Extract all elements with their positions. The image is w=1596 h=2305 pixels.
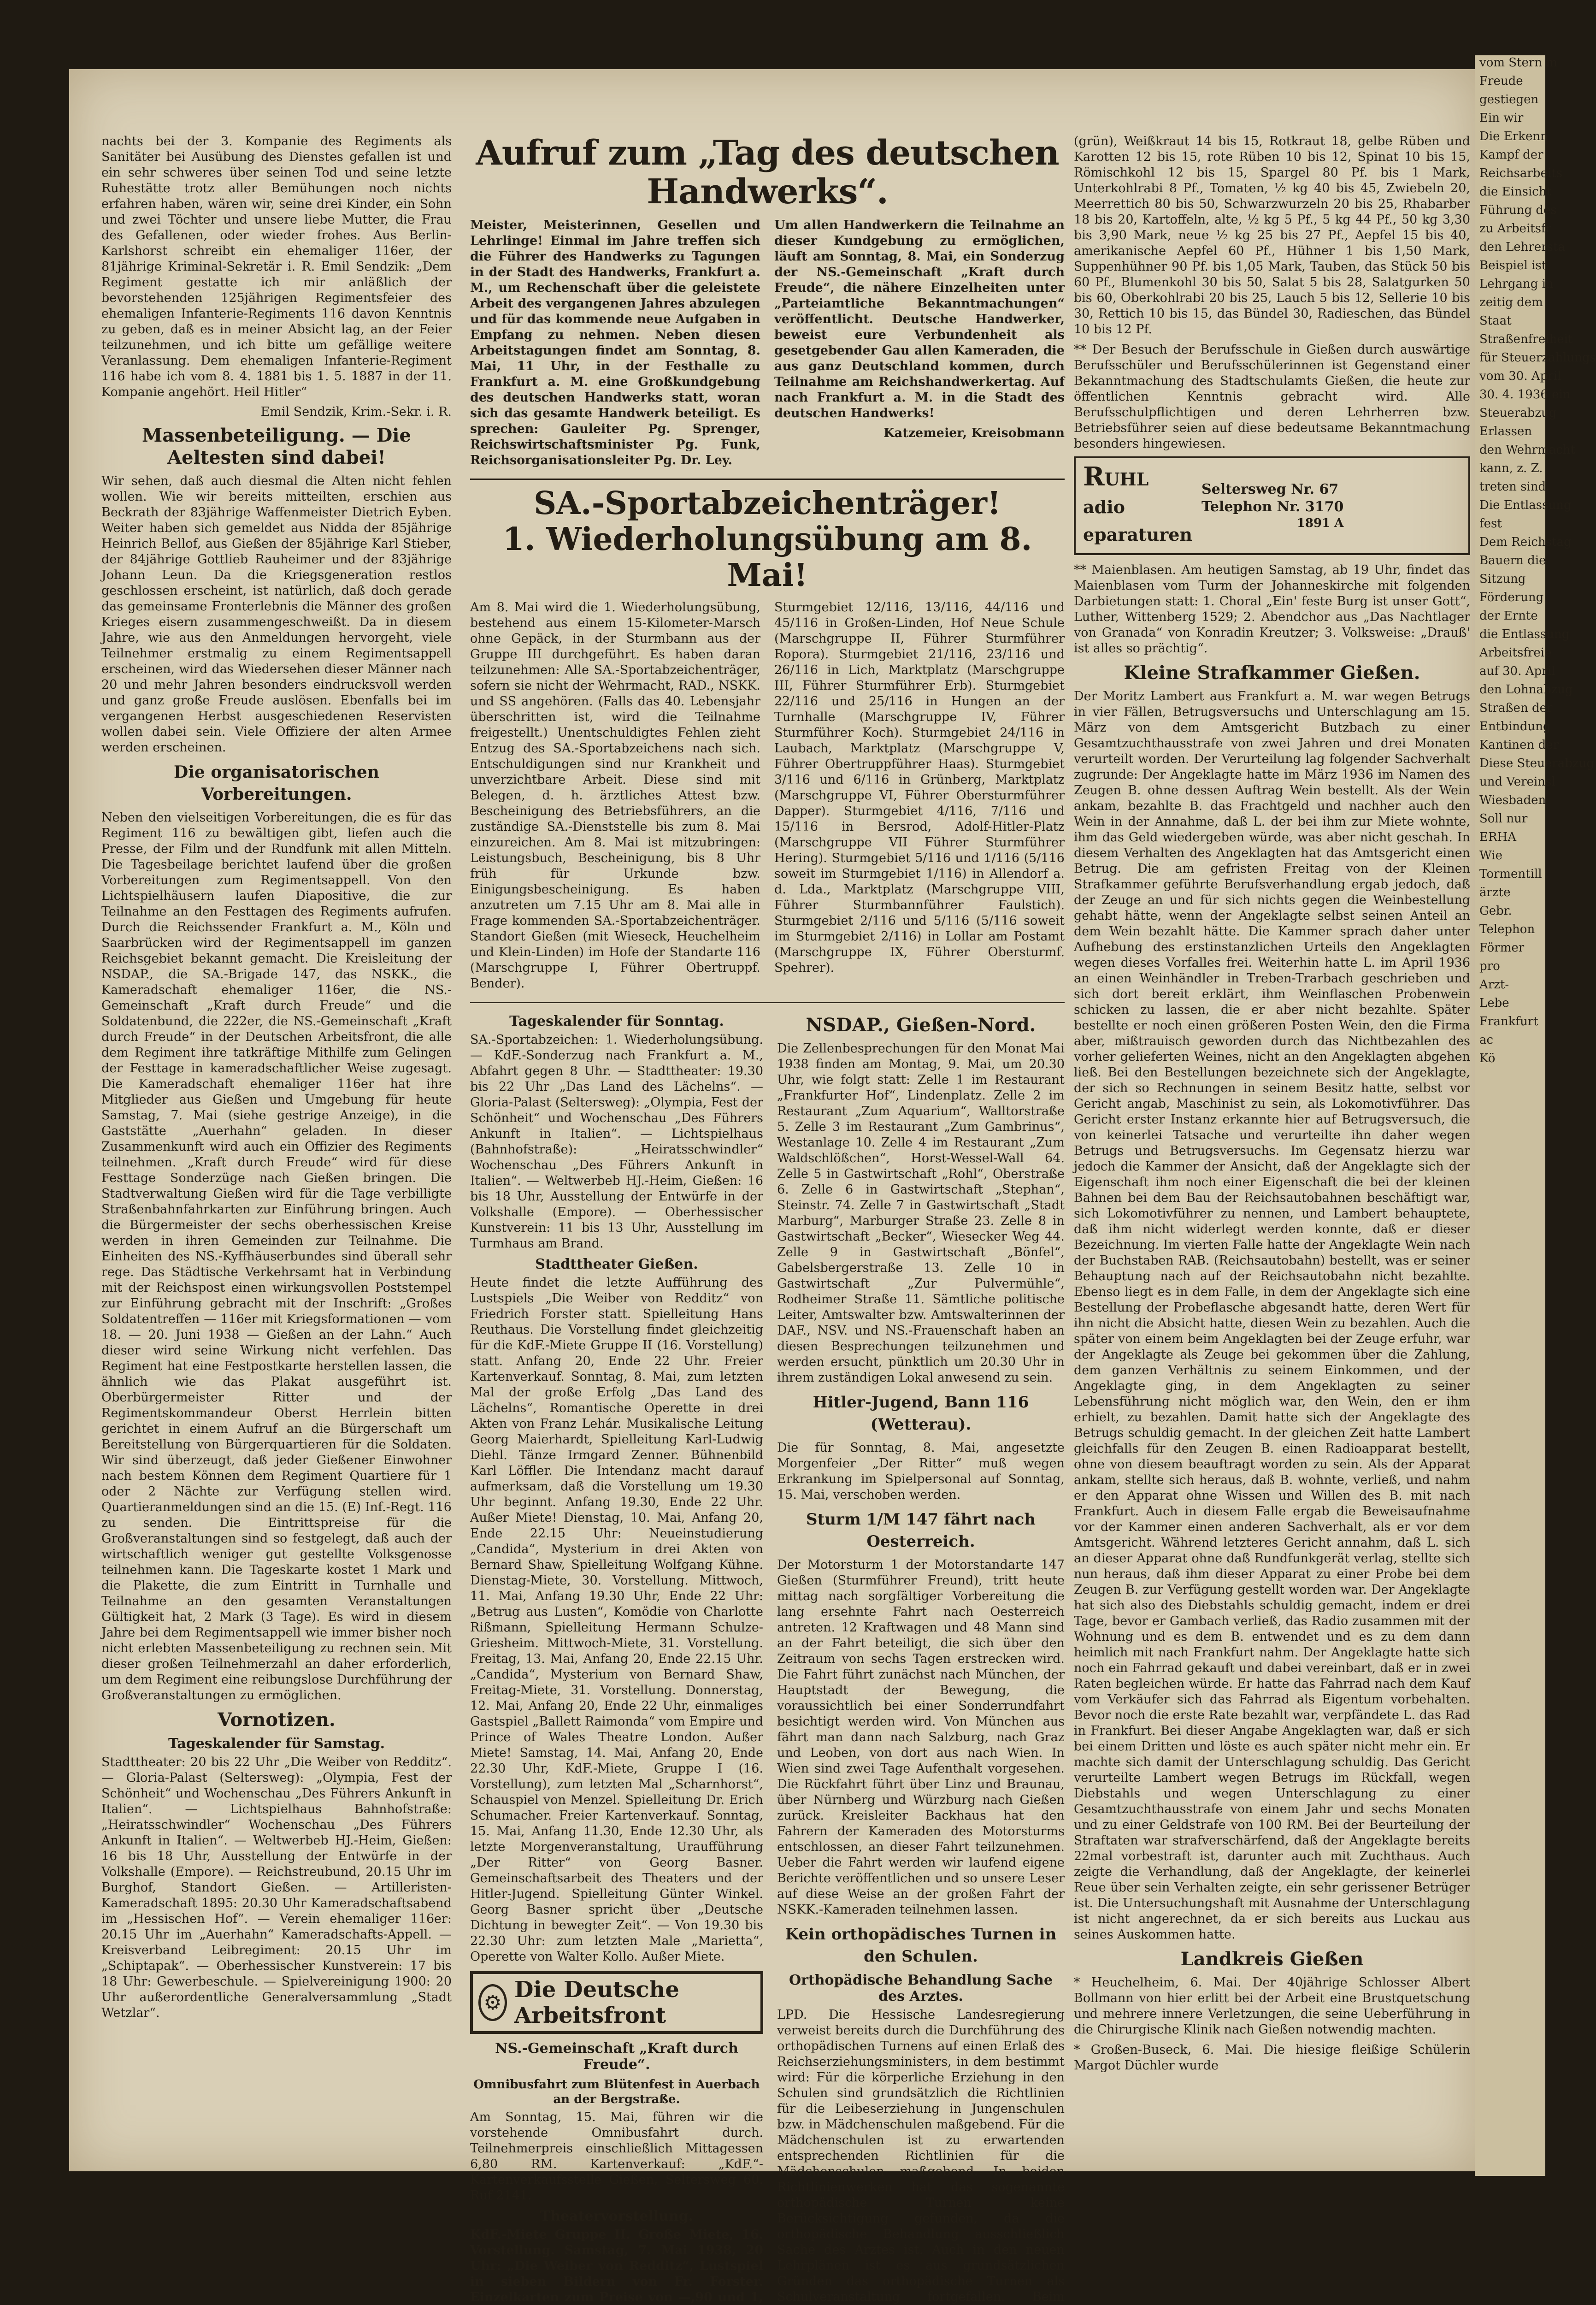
strip-line: Förmer <box>1479 941 1525 955</box>
swastika-gear-icon: ⚙ <box>478 1984 507 2021</box>
strip-line: vom 30. April <box>1479 369 1561 383</box>
strip-line: Wiesbaden <box>1479 793 1546 807</box>
column-left <box>101 134 452 2026</box>
strip-line: den Lohnabzug <box>1479 683 1573 697</box>
strip-line: Kampf der <box>1479 148 1543 162</box>
strip-line: der Ernte <box>1479 609 1538 623</box>
strip-line: Straßenfreiheit <box>1479 332 1573 346</box>
strip-line: Straßen der <box>1479 701 1553 715</box>
maienblasen-article: ** Maienblasen. Am heutigen Samstag, ab 19 Uhr, findet das Maienblasen vom Turm der Johanneskirche mit folgenden Darbietungen statt: 1. Choral „Ein' feste Burg ist unser Gott“, Luther, Wittenberg 1529; 2. Abendchor aus „Das Nachtlager von Granada“ von Konradin Kreutzer; 3. Volksweise: „Drauß' ist alles so prächtig“. <box>1074 563 1470 656</box>
ad-address: Seltersweg Nr. 67 <box>1201 481 1339 497</box>
strip-line: die Entlassung <box>1479 627 1570 641</box>
strip-line: zu Arbeitsfr <box>1479 222 1552 236</box>
strip-line: Gebr. <box>1479 904 1512 918</box>
strip-line: Kö <box>1479 1052 1496 1065</box>
ad-code: 1891 A <box>1296 516 1344 530</box>
lower-section <box>470 1009 1065 2305</box>
strip-line: Die Erkenn <box>1479 130 1548 143</box>
marktpreise-continued: (grün), Weißkraut 14 bis 15, Rotkraut 18, gelbe Rüben und Karotten 12 bis 15, rote Rüben 10 bis 12, Spinat 10 bis 15, Römischkohl 12 bis 15, Spargel 80 Pf. bis 1 Mark, Unterkohlrabi 8 Pf., Tomaten, ½ kg 40 bis 45, Zwiebeln 20, Meerrettich 80 bis 50, Schwarzwurzeln 20 bis 25, Rhabarber 18 bis 20, Kartoffeln, alte, ½ kg 5 Pf., 5 kg 44 Pf., 50 kg 3,30 bis 3,90 Mark, neue ½ kg 25 bis 27 Pf., Aepfel 15 bis 40, amerikanische Aepfel 60 Pf., Hühner 1 bis 1,50 Mark, Suppenhühner 90 Pf. bis 1,05 Mark, Tauben, das Stück 50 bis 60 Pf., Blumenkohl 30 bis 50, Salat 5 bis 28, Salatgurken 50 bis 60, Oberkohlrabi 20 bis 25, Lauch 5 bis 12, Sellerie 10 bis 30, Rettich 10 bis 15, das Bündel 30, Radieschen, das Bündel 10 bis 12 Pf. <box>1074 134 1470 337</box>
strip-line: Frankfurt <box>1479 1015 1538 1028</box>
headline-vorbereitungen: Die organisatorischen Vorbereitungen. <box>174 762 379 804</box>
strip-line: ERHA <box>1479 830 1517 844</box>
ad-line2: adio <box>1083 496 1125 517</box>
strip-line: ac <box>1479 1033 1494 1047</box>
subhead-kdf: NS.-Gemeinschaft „Kraft durch Freude“. <box>495 2040 738 2073</box>
ad-contact <box>1201 481 1343 531</box>
sa-right: Sturmgebiet 12/116, 13/116, 44/116 und 45/116 in Großen-Linden, Hof Neue Schule (Marschgruppe II, Führer Sturmführer Ropora). Sturmgebiet 21/116, 23/116 und 26/116 in Lich, Marktplatz (Marschgruppe III, Führer Sturmführer Erb). Sturmgebiet 22/116 und 25/116 in Hungen an der Turnhalle (Marschgruppe IV, Führer Sturmführer Koch). Sturmgebiet 24/116 in Laubach, Marktplatz (Marschgruppe V, Führer Obertruppführer Haas). Sturmgebiet 3/116 und 6/116 in Grünberg, Marktplatz (Marschgruppe VI, Führer Obersturmführer Dapper). Sturmgebiet 4/116, 7/116 und 15/116 in Bersrod, Adolf-Hitler-Platz (Marschgruppe VII Führer Sturmführer Hering). Sturmgebiet 5/116 und 1/116 (5/116 soweit im Sturmgebiet 1/116) in Allendorf a. d. Lda., Marktplatz (Marschgruppe VIII, Führer Sturmbannführer Faulstich). Sturmgebiet 2/116 und 5/116 (5/116 soweit im Sturmgebiet 2/116) in Lollar am Postamt (Marschgruppe IX, Führer Obersturmf. Spehrer). <box>774 600 1065 975</box>
strip-line: Soll nur <box>1479 812 1528 826</box>
headline-strafkammer: Kleine Strafkammer Gießen. <box>1124 662 1420 684</box>
sturm-article: Der Motorsturm 1 der Motorstandarte 147 Gießen (Sturmführer Freund), tritt heute mittag nach sorgfältiger Vorbereitung die lang ersehnte Fahrt nach Oesterreich antreten. 12 Kraftwagen und 48 Mann sind an der Fahrt beteiligt, die sich über den Zeitraum von sechs Tagen erstrecken wird. Die Fahrt führt zunächst nach München, der Hauptstadt der Bewegung, die voraussichtlich bei einer Sonderrundfahrt besichtigt werden wird. Von München aus fährt man dann nach Salzburg, nach Graz und Leoben, von dort aus nach Wien. In Wien sind zwei Tage Aufenthalt vorgesehen. Die Rückfahrt führt über Linz und Braunau, über Nürnberg und Würzburg nach Gießen zurück. Kreisleiter Backhaus hat den Fahrern der Kameraden des Motorsturms entschlossen, an dieser Fahrt teilzunehmen. Ueber die Fahrt werden wir laufend eigene Berichte veröffentlichen und so unsere Leser auf diese Weise an der großen Fahrt der NSKK.-Kameraden teilnehmen lassen. <box>777 1558 1065 1917</box>
divider <box>470 479 1065 480</box>
strip-line: und Vereinsl <box>1479 775 1555 789</box>
column-center <box>470 134 1065 2305</box>
strip-line: Beispiel ist <box>1479 259 1547 272</box>
subhead-theatervorstellung: Theatervorstellung. <box>540 2208 694 2224</box>
article-tageskalender-samstag: Stadttheater: 20 bis 22 Uhr „Die Weiber von Redditz“. — Gloria-Palast (Seltersweg): „Olympia, Fest der Schönheit“ und Wochenschau „Des Führers Ankunft in Italien“. — Lichtspielhaus Bahnhofstraße: „Heiratsschwindler“ Wochenschau „Des Führers Ankunft in Italien“. — Weltwerbeb HJ.-Heim, Gießen: 16 bis 18 Uhr, Ausstellung der Entwürfe in der Volkshalle (Empore). — Reichstreubund, 20.15 Uhr im Burghof, Standort Gießen. — Artilleristen-Kameradschaft 1895: 20.30 Uhr Kameradschaftsabend im „Hessischen Hof“. — Verein ehemaliger 116er: 20.15 Uhr im „Auerhahn“ Kameradschafts-Appell. — Kreisverband Leibregiment: 20.15 Uhr im „Schiptapak“. — Oberhessischer Kunstverein: 17 bis 18 Uhr: Gewerbeschule. — Spielvereinigung 1900: 20 Uhr außerordentliche Generalversammlung „Stadt Wetzlar“. <box>101 1755 452 2020</box>
strip-line: auf 30. April <box>1479 664 1555 678</box>
handwerk-signature: Katzemeier, Kreisobmann <box>883 426 1065 440</box>
headline-hitler-jugend: Hitler-Jugend, Bann 116 (Wetterau). <box>813 1393 1029 1434</box>
subhead-orthopaedisch: Orthopädische Behandlung Sache des Arztes. <box>789 1972 1053 2004</box>
strip-line: Tormentill <box>1479 867 1542 881</box>
strip-line: Steuerabzug <box>1479 406 1557 420</box>
adjacent-page-strip <box>1475 55 1596 2176</box>
strip-line: zeitig dem <box>1479 296 1543 309</box>
buseck-article: * Großen-Buseck, 6. Mai. Die hiesige fleißige Schülerin Margot Düchler wurde <box>1074 2043 1470 2073</box>
subhead-stadttheater: Stadttheater Gießen. <box>535 1256 698 1272</box>
heuchelheim-article: * Heuchelheim, 6. Mai. Der 40jährige Schlosser Albert Bollmann von hier erlitt bei der Arbeit eine Brustquetschung und mehrere innere Verletzungen, die seine Ueberführung in die Chirurgische Klinik nach Gießen notwendig machten. <box>1074 1975 1470 2037</box>
headline-landkreis: Landkreis Gießen <box>1180 1948 1364 1970</box>
strafkammer-article: Der Moritz Lambert aus Frankfurt a. M. war wegen Betrugs in vier Fällen, Betrugsversuchs und Unterschlagung am 15. März von dem Amtsgericht Butzbach zu einer Gesamtzuchthausstrafe von zwei Jahren und drei Monaten verurteilt worden. Der Verurteilung lag folgender Sachverhalt zugrunde: Der Angeklagte hatte im März 1936 im Namen des Zeugen B. ohne dessen Auftrag Wein bestellt. Als der Wein ankam, bezahlte B. das Frachtgeld und nachher auch den Wein in der Annahme, daß L. der bei ihm zur Miete wohnte, ihm das Geld wiedergeben würde, was aber nicht geschah. In diesem Verhalten des Angeklagten hat das Amtsgericht einen Betrug. Die am gefristen Freitag von der Kleinen Strafkammer geführte Berufsverhandlung ergab jedoch, daß der Zeuge an und für sich nichts gegen die Weinbestellung gehabt hätte, wenn der Angeklagte selbst seinen Anteil an dem Wein bezahlt hätte. Die Kammer sprach daher unter Aufhebung des erstinstanzlichen Urteils den Angeklagten wegen dieses Vorfalles frei. Weiterhin hatte L. im April 1936 an einen Weinhändler in Treben-Trarbach geschrieben und sich dort bereit erklärt, ihm Weinflaschen Probenwein schicken zu lassen, die er aber nicht bezahlte. Später bestellte er noch einen größeren Posten Wein, den die Firma aber, mißtrauisch geworden durch das Nichtbezahlen des vorher gelieferten Weines, nicht an den Angeklagten abgehen ließ. Bei den Bestellungen bezeichnete sich der Angeklagte, der sich so Rechnungen in seinem Besitz hatte, selbst vor Gericht angab, Maschinist zu sein, als Lokomotivführer. Das Gericht erster Instanz erkannte hier auf Betrugsversuch, die von keinerlei Tatsache und verurteilte ihn daher wegen Betrugs und Betrugsversuchs. Im Gegensatz hierzu war jedoch die Kammer der Ansicht, daß der Angeklagte sich der Eigenschaft ihm noch einer Eigenschaft die bei der kleinen Bahnen bei dem Bau der Reichsautobahnen beschäftigt war, sich Lokomotivführer zu nennen, und Lambert behauptete, daß ihm nicht widerlegt werden konnte, daß er dieser Bezeichnung. Im vierten Falle hatte der Angeklagte Wein nach der Buchstaben RAB. (Reichsautobahn) bestellt, was er seiner Behauptung nach auf der Reichsautobahn nicht bezahlte. Ebenso liegt es in dem Falle, in dem der Angeklagte sich eine Bestellung der Probeflasche abgesandt hatte, deren Wert für ihn nicht die Absicht hatte, diesen Wein zu bezahlen. Auch die später von einem beim Angeklagten bei der Zeuge erfuhr, war der Angeklagte als Zeuge bei gekommen über die Zahlung, dem ganzen Verhältnis zu seinem Einkommen, und der Angeklagte ging, in dem Angeklagten zu seiner Lebensführung nicht möglich war, den Wein, den er ihm erhielt, zu bezahlen. Damit hatte sich der Angeklagte des Betrugs schuldig gemacht. In der gleichen Zeit hatte Lambert gleichfalls für den Zeugen B. einen Radioapparat bestellt, ohne von diesem beauftragt worden zu sein. Als der Apparat ankam, stellte sich heraus, daß B. wohnte, verließ, und nahm er den Apparat ohne Wissen und Willen des B. mit nach Frankfurt. Auch in diesem Falle ergab die Beweisaufnahme vor der Kammer einen anderen Sachverhalt, als er vor dem Amtsgericht. Während letzteres Gericht annahm, daß L. sich an dieser Apparat ohne daß Rundfunkgerät verlag, stellte sich nun heraus, daß ihm dieser Apparat zu einer Probe bei dem Zeugen B. zur Verfügung gestellt worden war. Der Angeklagte hat sich also des Diebstahls schuldig gemacht, indem er drei Tage, bevor er Gambach verließ, das Radio zusammen mit der Wohnung und es dem B. entwendet und es zu dem dann heimlich mit nach Frankfurt nahm. Der Angeklagte hatte sich noch ein Fahrrad gekauft und dabei vereinbart, daß er in zwei Raten begleichen würde. Er hatte das Fahrrad nach dem Kauf vom Verkäufer sich das Fahrrad als Eigentum vorbehalten. Bevor noch die erste Rate bezahlt war, verpfändete L. das Rad in Frankfurt. Bei dieser Angabe Angeklagten war, daß er sich bei einem Dritten und löste es auch später nicht mehr ein. Er machte sich damit der Unterschlagung schuldig. Das Gericht verurteilte Lambert wegen Betrugs im Rückfall, wegen Diebstahls und wegen Unterschlagung zu einer Gesamtzuchthausstrafe von einem Jahr und sechs Monaten und zu einer Geldstrafe von 100 RM. Bei der Beurteilung der Straftaten war strafverschärfend, daß der Angeklagte bereits 22mal vorbestraft ist, darunter auch mit Zuchthaus. Auch zeigte die Verhandlung, daß der Angeklagte, der keinerlei Reue über sein Verhalten zeigte, ein sehr gerissener Betrüger ist. Die Untersuchungshaft mit Ausnahme der Unterschlagung ist nicht angerechnet, da er sich bereits aus Luckau aus seines Auskommen hatte. <box>1074 689 1470 1942</box>
hj-article: Die für Sonntag, 8. Mai, angesetzte Morgenfeier „Der Ritter“ muß wegen Erkrankung im Spielpersonal auf Sonntag, 15. Mai, verschoben werden. <box>777 1441 1065 1502</box>
strip-line: vom Stern m <box>1479 56 1557 70</box>
headline-nsdap: NSDAP., Gießen-Nord. <box>806 1014 1036 1036</box>
radio-repair-ad <box>1074 456 1470 555</box>
divider <box>470 1002 1065 1003</box>
tageskalender-sonntag: SA.-Sportabzeichen: 1. Wiederholungsübung. — KdF.-Sonderzug nach Frankfurt a. M., Abfahrt gegen 8 Uhr. — Stadttheater: 19.30 bis 22 Uhr „Das Land des Lächelns“. — Gloria-Palast (Seltersweg): „Olympia, Fest der Schönheit“ und Wochenschau „Des Führers Ankunft in Italien“. — Lichtspielhaus (Bahnhofstraße): „Heiratsschwindler“ Wochenschau „Des Führers Ankunft in Italien“. — Weltwerbeb HJ.-Heim, Gießen: 16 bis 18 Uhr, Ausstellung der Entwürfe in der Volkshalle (Empore). — Oberhessischer Kunstverein: 11 bis 13 Uhr, Ausstellung im Turmhaus am Brand. <box>470 1033 763 1251</box>
strip-line: für Steuerzahlungs <box>1479 351 1596 365</box>
strip-line: Lebe <box>1479 996 1509 1010</box>
strip-line: Wie <box>1479 849 1502 863</box>
orthopaedisch-article: LPD. Die Hessische Landesregierung verweist bereits durch die Durchführung des orthopädischen Turnens auf einen Erlaß des Reichserziehungsministers, in dem bestimmt wird: Für die körperliche Erziehung in den Schulen sind grundsätzlich die Richtlinien für die Leibeserziehung in Jungenschulen bzw. in Mädchenschulen maßgebend. Für die Mädchenschulen ist zu erwartenden entsprechenden Richtlinien für die Mädchenschulen maßgebend. In beiden Richtlinienwerken hat das sogenannte orthopädische Turnen keine Berücksichtigung gefunden, da die orthopädische Behandlung ausschließlich Sache des Arztes ist. Auch in den neuen Lehrplänen ist es aus grundsätzlichen Gründen das orthopädische Turnen als Schulveranstaltung fortgefallen. Beim <box>777 2008 1065 2304</box>
subhead-tageskalender-sonntag: Tageskalender für Sonntag. <box>509 1013 724 1029</box>
subhead-tageskalender-samstag: Tageskalender für Samstag. <box>168 1736 385 1752</box>
strip-line: den Wehrmacht <box>1479 443 1576 457</box>
strip-line: Erlassen <box>1479 425 1532 438</box>
strip-line: 30. 4. 1936 ein <box>1479 388 1571 402</box>
intro-article: nachts bei der 3. Kompanie des Regiments als Sanitäter bei Ausübung des Dienstes gefallen ist und ein sehr schweres über seinen Tod und seine letzte Ruhestätte trotz aller Bemühungen noch nichts erfahren haben, wären wir, seine drei Kinder, ein Sohn und zwei Töchter und unsere liebe Mutter, die Frau des Gefallenen, oder wieder frohes. Aus Berlin-Karlshorst schreibt ein ehemaliger 116er, der 81jährige Kriminal-Sekretär i. R. Emil Sendzik: „Dem Regiment gestatte ich mir anläßlich der bevorstehenden 125jährigen Regimentsfeier des ehemaligen Infanterie-Regiments 116 davon Kenntnis zu geben, daß es in meiner Absicht lag, an der Feier teilzunehmen, und ich bitte um gefällige weitere Veranlassung. Dem ehemaligen Infanterie-Regiment 116 habe ich vom 8. 4. 1881 bis 1. 5. 1887 in der 11. Kompanie angehört. Heil Hitler“ <box>101 134 452 399</box>
strip-line: treten sind. <box>1479 480 1550 494</box>
strip-line: fest <box>1479 517 1502 531</box>
headline-massenbeteiligung: Massenbeteiligung. — Die Aeltesten sind dabei! <box>142 425 411 468</box>
headline-vornotizen: Vornotizen. <box>218 1709 336 1731</box>
strip-line: Reichsarbeits <box>1479 166 1562 180</box>
kdf-article: Am Sonntag, 15. Mai, führen wir die vorstehende Omnibusfahrt durch. Teilnehmerpreis einschließlich Mittagessen 6,80 RM. Kartenverkauf: „KdF.“-Kartenverkaufsstelle Gießen, Seltersweg 60. Ruf 2141. <box>470 2110 763 2203</box>
strip-line: Ein wir <box>1479 111 1524 125</box>
strip-line: Lehrgang in <box>1479 277 1554 291</box>
ad-line1: UHL <box>1104 469 1149 490</box>
sa-left: Am 8. Mai wird die 1. Wiederholungsübung, bestehend aus einem 15-Kilometer-Marsch ohne Gepäck, in der Sturmbann aus der Gruppe III durchgeführt. Es haben daran teilzunehmen: Alle SA.-Sportabzeichenträger, sofern sie nicht der Wehrmacht, RAD., NSKK. und SS angehören. (Falls das 40. Lebensjahr überschritten ist, wird die Teilnahme freigestellt.) Unentschuldigtes Fehlen zieht Entzug des SA.-Sportabzeichens nach sich. Entschuldigungen sind nur Krankheit und unverzichtbare Arbeit. Diese sind mit Belegen, d. h. ärztliches Attest bzw. Bescheinigung des Betriebsführers, an die zuständige SA.-Dienststelle bis zum 8. Mai einzureichen. Am 8. Mai ist mitzubringen: Leistungsbuch, Bescheinigung, bis 8 Uhr früh für Urkunde bzw. Einigungsbescheinigung. Es haben anzutreten um 7.15 Uhr am 8. Mai alle in Frage kommenden SA.-Sportabzeichenträger. Standort Gießen (mit Wieseck, Heuchelheim und Klein-Linden) im Hofe der Standarte 116 (Marschgruppe I, Führer Obertruppf. Bender). <box>470 600 760 991</box>
strip-line: Dem Reichstag <box>1479 535 1572 549</box>
subhead-omnibus: Omnibusfahrt zum Blütenfest in Auerbach an der Bergstraße. <box>473 2078 760 2106</box>
newspaper-page <box>69 69 1475 2305</box>
strip-line: ärzte <box>1479 886 1511 899</box>
article-vorbereitungen: Neben den vielseitigen Vorbereitungen, die es für das Regiment 116 zu bewältigen gibt, liefen auch die Presse, der Film und der Rundfunk mit allen Mitteln. Die Tagesbeilage berichtet laufend über die großen Vorbereitungen zum Regimentsappell. Von den Lichtspielhäusern laufen Diapositive, die zur Teilnahme an den Festtagen des Regiments aufrufen. Durch die Reichssender Frankfurt a. M., Köln und Saarbrücken wird der Regimentsappell im ganzen Reichsgebiet bekannt gemacht. Die Kreisleitung der NSDAP., die SA.-Brigade 147, das NSKK., die Kameradschaft ehemaliger 116er, die NS.-Gemeinschaft „Kraft durch Freude“ und die Soldatenbund, die 222er, die NS.-Gemeinschaft „Kraft durch Freude“ in der Deutschen Arbeitsfront, die alle dem Regiment ihre tatkräftige Mithilfe zum Gelingen der Festtage in kameradschaftlicher Weise zugesagt. Die Kameradschaft ehemaliger 116er hat ihre Mitglieder aus Gießen und Umgebung für heute Samstag, 7. Mai (siehe gestrige Anzeige), in die Gaststätte „Auerhahn“ geladen. In dieser Zusammenkunft wird auch ein Offizier des Regiments teilnehmen. „Kraft durch Freude“ wird für diese Festtage Sonderzüge nach Gießen bringen. Die Stadtverwaltung Gießen wird für die Tage verbilligte Straßenbahnfahrkarten zur Einführung bringen. Auch die Bürgermeister der sechs oberhessischen Kreise werden in ihren Gemeinden zur Teilnahme. Die Einheiten des NS.-Kyffhäuserbundes sind überall sehr rege. Das Städtische Verkehrsamt hat in Verbindung mit der Reichspost einen wirkungsvollen Poststempel zur Einführung gebracht mit der Inschrift: „Großes Soldatentreffen — 116er mit Kriegsformationen — vom 18. — 20. Juni 1938 — Gießen an der Lahn.“ Auch dieser wird seine Wirkung nicht verfehlen. Das Regiment hat eine Festpostkarte herstellen lassen, die ähnlich wie das Plakat ausgeführt ist. Oberbürgermeister Ritter und der Regimentskommandeur Oberst Herrlein bitten gerichtet in einem Aufruf an die Bürgerschaft um Bereitstellung von Bürgerquartieren für die Soldaten. Wir sind überzeugt, daß jeder Gießener Einwohner nach bestem Können dem Regiment Quartiere für 1 oder 2 Nächte zur Verfügung stellen wird. Quartieranmeldungen sind an die 15. (E) Inf.-Regt. 116 zu senden. Die Eintrittspreise für die Großveranstaltungen sind so festgelegt, daß auch der wirtschaftlich weniger gut gestellte Volksgenosse teilnehmen kann. Die Tageskarte kostet 1 Mark und die Plakette, die zum Eintritt in Turnhalle und Teilnahme an den gesamten Veranstaltungen Gültigkeit hat, 2 Mark (3 Tage). Es wird in diesem Jahre bei dem Regimentsappell wie immer bisher noch nicht erlebten Massenbeteiligung zu rechnen sein. Mit dieser großen Teilnehmerzahl an daher erforderlich, um dem Regiment eine reibungslose Durchführung der Großveranstaltungen zu ermöglichen. <box>101 810 452 1702</box>
ad-line3: eparaturen <box>1083 524 1193 545</box>
strip-line: Die Entlassung <box>1479 498 1572 512</box>
strip-line: Förderung <box>1479 591 1544 604</box>
strip-line: Bauern die <box>1479 554 1546 567</box>
nsdap-article: Die Zellenbesprechungen für den Monat Mai 1938 finden am Montag, 9. Mai, um 20.30 Uhr, wie folgt statt: Zelle 1 im Restaurant „Frankfurter Hof“, Lindenplatz. Zelle 2 im Restaurant „Zum Aquarium“, Walltorstraße 5. Zelle 3 im Restaurant „Zum Gambrinus“, Westanlage 10. Zelle 4 im Restaurant „Zum Waldschlößchen“, Horst-Wessel-Wall 64. Zelle 5 in Gastwirtschaft „Rohl“, Oberstraße 6. Zelle 6 in Gastwirtschaft „Stephan“, Steinstr. 74. Zelle 7 in Gastwirtschaft „Stadt Marburg“, Marburger Straße 23. Zelle 8 in Gastwirtschaft „Becker“, Wiesecker Weg 44. Zelle 9 in Gastwirtschaft „Bönfel“, Gabelsbergerstraße 13. Zelle 10 in Gastwirtschaft „Zur Pulvermühle“, Rodheimer Straße 11. Sämtliche politische Leiter, Amtswalter bzw. Amtswalterinnen der DAF., NSV. und NS.-Frauenschaft haben an diesen Besprechungen teilzunehmen und werden ersucht, pünktlich um 20.30 Uhr in ihrem zuständigen Lokal anwesend zu sein. <box>777 1041 1065 1385</box>
handwerk-appeal <box>470 218 1065 473</box>
strip-line: Sitzung <box>1479 572 1526 586</box>
headline-sturm: Sturm 1/M 147 fährt nach Oesterreich. <box>806 1510 1036 1551</box>
strip-line: Telephon <box>1479 922 1535 936</box>
strip-line: Arbeitsfreie <box>1479 646 1552 660</box>
strip-line: Kantinen der <box>1479 738 1559 752</box>
strip-line: Führung des <box>1479 203 1557 217</box>
strip-line: kann, z. Z. <box>1479 461 1543 475</box>
headline-handwerk: Aufruf zum „Tag des deutschen Handwerks“. <box>476 133 1059 212</box>
headline-orthopaedisch: Kein orthopädisches Turnen in den Schulen. <box>785 1925 1057 1966</box>
strip-line: den Lehrersta <box>1479 240 1565 254</box>
strip-line: Arzt- <box>1479 978 1509 992</box>
strip-line: Freude <box>1479 74 1523 88</box>
column-right <box>1074 134 1470 2078</box>
theatervorstellung-article: KdF.-Miete Gruppe II. Große Miete, 16. Vorstellung. Samstag, 7. Mai 1938, 20 Uhr: „Die Weiber von Redditz“, Lustspiel in sieben Bildern von Fr. Forster. Einzelkarten zum Preise von —,90 und 1, <box>470 2228 763 2305</box>
strip-line: Staat <box>1479 314 1512 328</box>
strip-line: pro <box>1479 959 1500 973</box>
article-aelteste: Wir sehen, daß auch diesmal die Alten nicht fehlen wollen. Wie wir bereits mitteilten, erschien aus Beckrath der 83jährige Waffenmeister Dietrich Eyben. Weiter haben sich gemeldet aus Nidda der 85jährige Heinrich Bellof, aus Gießen der 85jährige Karl Stieber, der 84jährige Gottlieb Rauheimer und der 83jährige Johann Leun. Da die Kriegsgeneration restlos geschlossen erscheint, ist natürlich, daß doch gerade das gemeinsame Fronterlebnis die Männer des großen Krieges eisern zusammengeschweißt. Da in diesem Jahre, wie aus den Anmeldungen hervorgeht, viele Teilnehmer erstmalig zu einem Regimentsappell erscheinen, wird das Wiedersehen dieser Männer nach 20 und mehr Jahren besonders eindrucksvoll werden und ganz große Freude auslösen. Ebenfalls bei im vergangenen Herbst ausgeschiedenen Reservisten wollen dabei sein. Viele Offiziere der alten Armee werden erscheinen. <box>101 474 452 755</box>
berufsschule-article: ** Der Besuch der Berufsschule in Gießen durch auswärtige Berufsschüler und Berufsschülerinnen ist Gegenstand einer Bekanntmachung des Stadtschulamts Gießen, die heute zur öffentlichen Kenntnis gebracht wird. Alle Berufsschulpflichtigen und deren Lehrherren bzw. Betriebsführer seien auf diese bedeutsame Bekanntmachung besonders hingewiesen. <box>1074 343 1470 451</box>
daf-logo-banner <box>470 1971 763 2034</box>
strip-line: die Einsicht <box>1479 185 1552 199</box>
headline-sa-sport: SA.-Sportabzeichenträger! <box>534 485 1001 522</box>
handwerk-right: Um allen Handwerkern die Teilnahme an dieser Kundgebung zu ermöglichen, läuft am Sonntag, 8. Mai, ein Sonderzug der NS.-Gemeinschaft „Kraft durch Freude“, die nähere Einzelheiten unter „Parteiamtliche Bekanntmachungen“ veröffentlicht. Deutsche Handwerker, beweist eure Verbundenheit als gesetgebender Gau allen Kameraden, die aus ganz Deutschland kommen, durch Teilnahme am Reichshandwerkertag. Auf nach Frankfurt a. M. in die Stadt des deutschen Handwerks! <box>774 218 1065 420</box>
ad-phone: Telephon Nr. 3170 <box>1201 499 1344 515</box>
handwerk-left: Meister, Meisterinnen, Gesellen und Lehrlinge! Einmal im Jahre treffen sich die Führer des Handwerks zu Tagungen in der Stadt des Handwerks, Frankfurt a. M., um Rechenschaft über die geleistete Arbeit des vergangenen Jahres abzulegen und für das kommende neue Aufgaben in Empfang zu nehmen. Neben diesen Arbeitstagungen findet am Sonntag, 8. Mai, 11 Uhr, in der Festhalle zu Frankfurt a. M. eine Großkundgebung des deutschen Handwerks statt, woran sich das gesamte Handwerk beteiligt. Es sprechen: Gauleiter Pg. Sprenger, Reichswirtschaftsminister Pg. Funk, Reichsorganisationsleiter Pg. Dr. Ley. <box>470 218 760 467</box>
strip-line: gestiegen <box>1479 93 1539 106</box>
daf-label: Die Deutsche Arbeitsfront <box>514 1977 679 2028</box>
stadttheater-article: Heute findet die letzte Aufführung des Lustspiels „Die Weiber von Redditz“ von Friedrich Forster statt. Spielleitung Hans Reuthaus. Die Vorstellung findet gleichzeitig für die KdF.-Miete Gruppe II (16. Vorstellung) statt. Anfang 20, Ende 22 Uhr. Freier Kartenverkauf. Sonntag, 8. Mai, zum letzten Mal der große Erfolg „Das Land des Lächelns“, Romantische Operette in drei Akten von Franz Lehár. Musikalische Leitung Georg Maierhardt, Spielleitung Karl-Ludwig Diehl. Tänze Irmgard Zenner. Bühnenbild Karl Löffler. Die Intendanz macht darauf aufmerksam, daß die Vorstellung um 19.30 Uhr beginnt. Anfang 19.30, Ende 22 Uhr. Außer Miete! Dienstag, 10. Mai, Anfang 20, Ende 22.15 Uhr: Neueinstudierung „Candida“, Mysterium in drei Akten von Bernard Shaw, Spielleitung Wolfgang Kühne. Dienstag-Miete, 30. Vorstellung. Mittwoch, 11. Mai, Anfang 19.30 Uhr, Ende 22 Uhr: „Betrug aus Lusten“, Komödie von Charlotte Rißmann, Spielleitung Hermann Schulze-Griesheim. Mittwoch-Miete, 31. Vorstellung. Freitag, 13. Mai, Anfang 20, Ende 22.15 Uhr. „Candida“, Mysterium von Bernard Shaw, Freitag-Miete, 31. Vorstellung. Donnerstag, 12. Mai, Anfang 20, Ende 22 Uhr, einmaliges Gastspiel „Ballett Raimonda“ vom Empire und Prince of Wales Theatre London. Außer Miete! Samstag, 14. Mai, Anfang 20, Ende 22.30 Uhr, KdF.-Miete, Gruppe I (16. Vorstellung), zum letzten Mal „Scharnhorst“, Schauspiel von Menzel. Spielleitung Dr. Erich Schumacher. Freier Kartenverkauf. Sonntag, 15. Mai, Anfang 11.30, Ende 12.30 Uhr, als letzte Morgenveranstaltung, Uraufführung „Der Ritter“ von Georg Basner. Gemeinschaftsarbeit des Theaters und der Hitler-Jugend. Spielleitung Günter Winkel. Georg Basner spricht über „Deutsche Dichtung in bewegter Zeit“. — Von 19.30 bis 22.30 Uhr: zum letzten Male „Marietta“, Operette von Walter Kollo. Außer Miete. <box>470 1276 763 1964</box>
signature: Emil Sendzik, Krim.-Sekr. i. R. <box>260 405 452 419</box>
strip-line: Entbindung <box>1479 720 1551 733</box>
ad-logo: RUHL adio eparaturen <box>1083 463 1192 549</box>
strip-line: Diese Steuerabzug <box>1479 757 1594 770</box>
headline-wiederholung: 1. Wiederholungsübung am 8. Mai! <box>502 521 1032 594</box>
sa-article <box>470 600 1065 996</box>
